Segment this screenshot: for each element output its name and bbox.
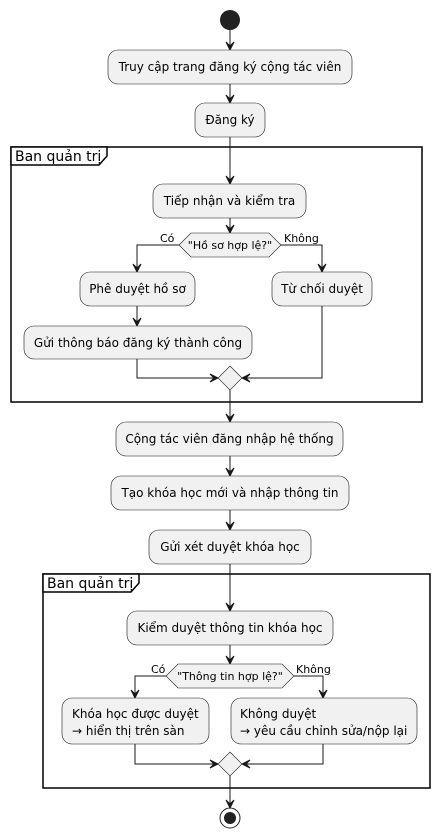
merge-node-1 [218,366,242,390]
action-collaborator-login [116,422,343,456]
start-node [220,10,240,30]
decision-info-valid-label: "Thông tin hợp lệ?" [177,670,283,683]
action-not-approved-line-1: Không duyệt [240,707,317,721]
action-send-success-notice [24,326,252,359]
decision-profile-valid-label: "Hồ sơ hợp lệ?" [187,239,273,252]
action-access-registration-page [108,50,352,84]
branch-yes-label-2: Có [151,663,166,676]
action-register-label: Đăng ký [205,113,255,127]
action-collaborator-login-label: Cộng tác viên đăng nhập hệ thống [125,432,334,446]
decision-profile-valid [179,233,281,257]
action-register [195,103,265,137]
decision-info-valid [166,664,294,688]
merge-node-2 [218,752,242,776]
action-submit-course-review [149,530,311,564]
action-course-approved-line-1: Khóa học được duyệt [72,707,199,721]
action-review-course-info [127,611,333,645]
partition-admin-1-label: Ban quản trị [15,149,102,165]
action-not-approved-line-2: → yêu cầu chỉnh sửa/nộp lại [240,724,408,738]
action-create-course [111,476,349,510]
action-approve-profile [80,272,195,306]
action-course-approved [62,698,209,744]
action-review-course-info-label: Kiểm duyệt thông tin khóa học [137,621,323,635]
action-send-success-notice-label: Gửi thông báo đăng ký thành công [33,336,243,350]
action-not-approved [231,698,417,744]
action-access-registration-page-label: Truy cập trang đăng ký cộng tác viên [118,60,342,74]
action-course-approved-line-2: → hiển thị trên sàn [72,724,185,738]
action-reject-approval [272,272,372,306]
partition-admin-2-label: Ban quản trị [47,576,134,592]
action-submit-course-review-label: Gửi xét duyệt khóa học [160,540,300,554]
action-approve-profile-label: Phê duyệt hồ sơ [89,282,186,296]
branch-no-label-2: Không [296,663,331,676]
branch-no-label: Không [284,232,319,245]
action-receive-and-check-label: Tiếp nhận và kiểm tra [163,194,296,208]
action-create-course-label: Tạo khóa học mới và nhập thông tin [121,486,339,500]
end-node [220,808,240,828]
action-receive-and-check [153,184,306,218]
branch-yes-label: Có [160,232,175,245]
action-reject-approval-label: Từ chối duyệt [281,282,363,296]
